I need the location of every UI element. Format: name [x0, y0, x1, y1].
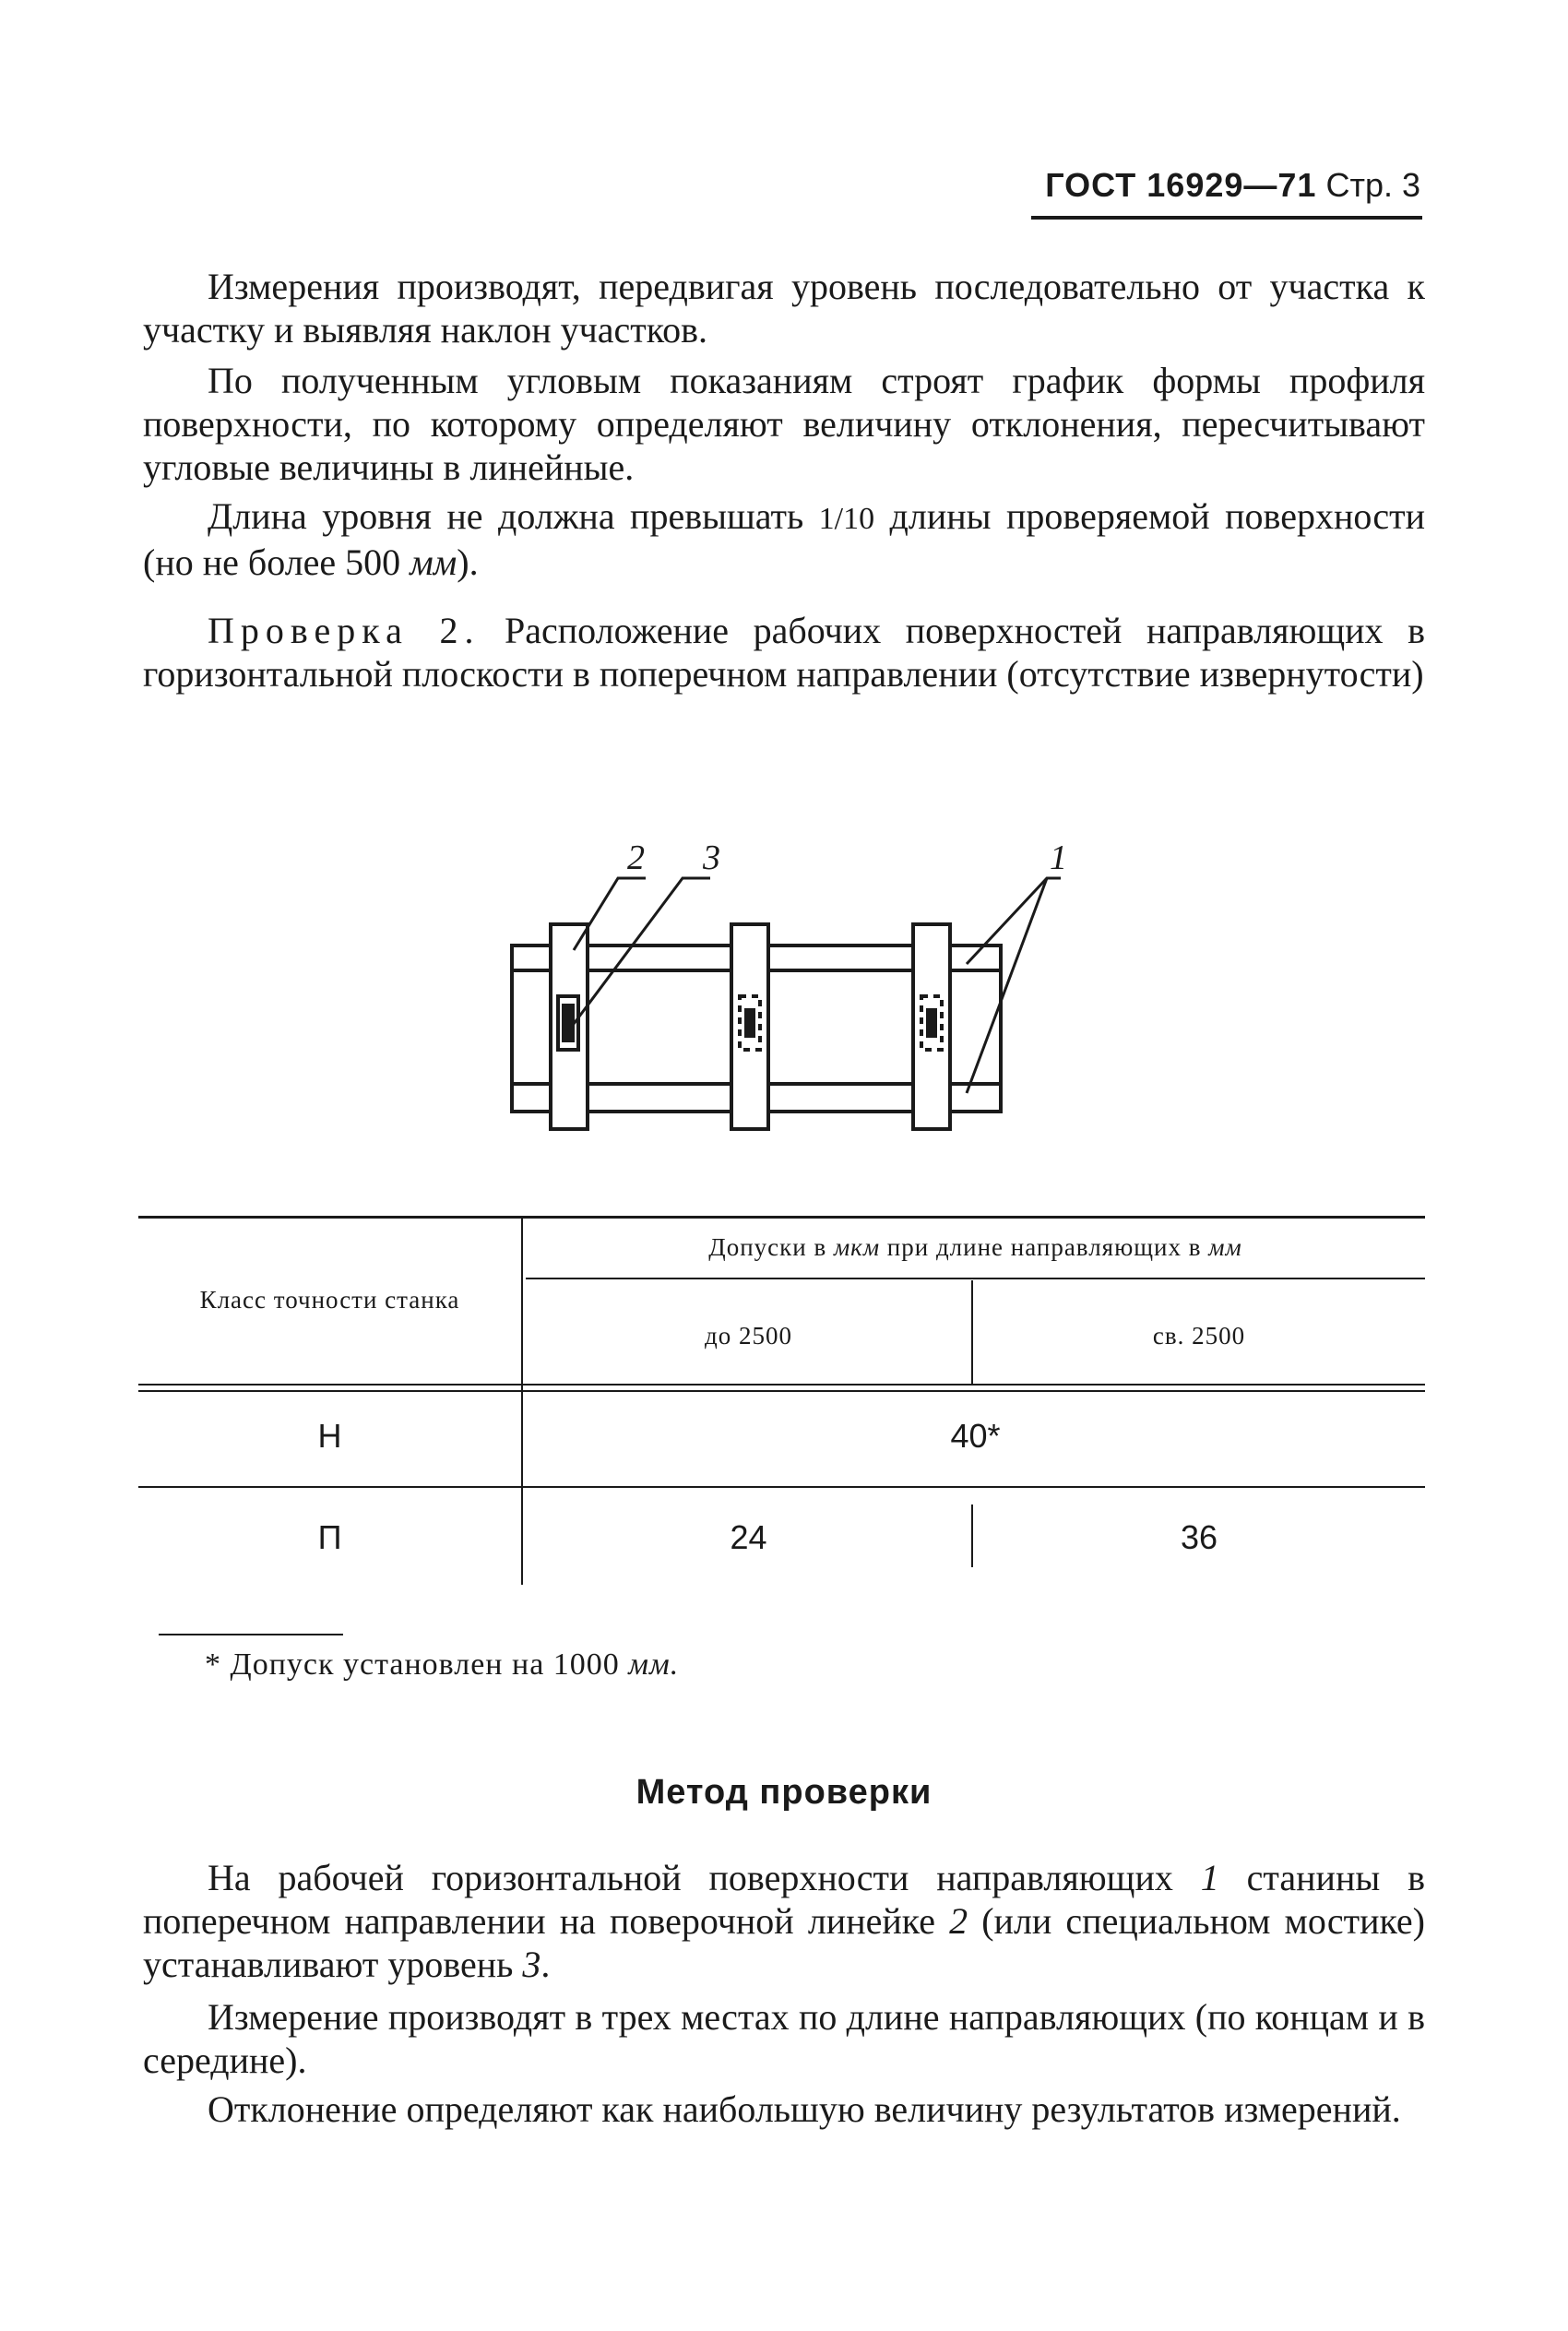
footnote-text: * Допуск установлен на 1000: [205, 1647, 629, 1682]
header-unit-mkm: мкм: [833, 1233, 881, 1261]
row-p-value-1: 24: [730, 1518, 767, 1556]
table-header-rule-1: [138, 1384, 1425, 1386]
table-top-rule: [138, 1216, 1425, 1219]
row-h-class: Н: [317, 1417, 342, 1455]
header-unit-mm: мм: [1208, 1233, 1242, 1261]
header-tolerance-b: при длине направляющих в: [880, 1233, 1209, 1261]
header-tolerance: [526, 1233, 1425, 1262]
row-p-value-2: 36: [1180, 1518, 1218, 1556]
row-p-class: П: [317, 1518, 342, 1556]
leader-1b: [967, 878, 1047, 1093]
method-1-c: (или специальном мостике) устанавливают уровень: [143, 1900, 1426, 1985]
subheader-over-2500: св. 2500: [1152, 1322, 1246, 1350]
table-header-rule-2: [138, 1390, 1425, 1392]
method-1-d: .: [540, 1944, 551, 1985]
page-header: [1015, 166, 1420, 205]
paragraph-3-text-c: ).: [457, 541, 479, 583]
standard-number: ГОСТ 16929—71: [1045, 166, 1317, 204]
header-rule: [1031, 216, 1422, 220]
subheader-up-to-2500: до 2500: [705, 1322, 792, 1350]
guideway-diagram-svg: [498, 821, 1134, 1153]
table-row-rule: [138, 1486, 1425, 1488]
method-1-b: станины в поперечном направлении на поверочной линейке: [143, 1857, 1425, 1942]
callout-3: 3: [703, 838, 720, 877]
method-paragraph-2: Измерение производят в трех местах по длине направляющих (по концам и в середине).: [143, 1996, 1425, 2081]
check-2-label: Проверка 2.: [208, 610, 481, 651]
leader-3: [568, 878, 710, 1031]
paragraph-1: Измерения производят, передвигая уровень последовательно от участка к участку и выявляя наклон участков.: [143, 266, 1425, 351]
footnote: [205, 1647, 679, 1683]
table-header-subrule: [526, 1278, 1425, 1279]
check-2-text: Расположение рабочих поверхностей направляющих в горизонтальной плоскости в поперечном направлении (отсутствие извернутости): [143, 610, 1426, 695]
row-h-value: 40*: [950, 1417, 1001, 1455]
method-title: Метод проверки: [636, 1773, 932, 1812]
footnote-unit: мм.: [628, 1647, 680, 1682]
level-right-vial: [928, 1010, 935, 1036]
method-1-ref-1: 1: [1200, 1857, 1219, 1898]
level-middle-vial: [746, 1010, 754, 1036]
method-paragraph-3: Отклонение определяют как наибольшую величину результатов измерений.: [208, 2088, 1401, 2130]
header-tolerance-a: Допуски в: [708, 1233, 834, 1261]
paragraph-3: [143, 494, 1425, 584]
fraction-one-tenth: 1/10: [818, 502, 875, 536]
check-2-paragraph: [143, 609, 1425, 696]
tolerance-table: [138, 1216, 1425, 1585]
method-1-ref-2: 2: [949, 1900, 968, 1942]
method-1-ref-3: 3: [522, 1944, 541, 1985]
level-left-vial: [564, 1005, 573, 1041]
leader-1a: [967, 878, 1061, 964]
callout-2: 2: [627, 838, 645, 877]
paragraph-3-text-a: Длина уровня не должна превышать: [208, 495, 819, 537]
paragraph-3-text-b: длины проверяемой поверхности (но не более 500: [143, 495, 1425, 583]
header-class: Класс точности станка: [199, 1286, 460, 1314]
unit-mm: мм: [410, 541, 457, 583]
method-paragraph-1: [143, 1856, 1425, 1986]
paragraph-2: По полученным угловым показаниям строят график формы профиля поверхности, по которому определяют величину отклонения, пересчитывают угловые величины в линейные.: [143, 360, 1425, 488]
page-number: Стр. 3: [1325, 166, 1420, 204]
guideway-diagram: [498, 821, 1134, 1153]
method-1-a: На рабочей горизонтальной поверхности направляющих: [208, 1857, 1201, 1898]
table-col-divider: [521, 1216, 523, 1585]
footnote-rule: [159, 1634, 343, 1635]
callout-1: 1: [1050, 838, 1067, 877]
